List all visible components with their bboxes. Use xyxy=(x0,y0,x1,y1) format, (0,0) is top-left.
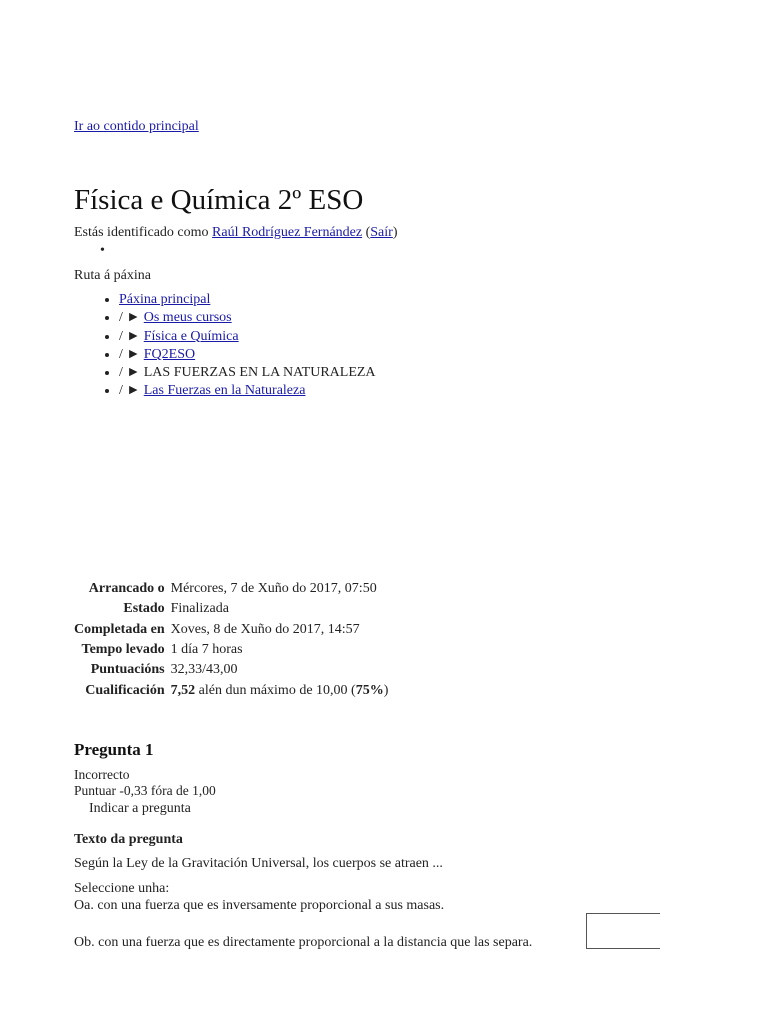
breadcrumb-link-quiz[interactable]: Las Fuerzas en la Naturaleza xyxy=(143,383,306,399)
answer-option-a[interactable] xyxy=(74,898,444,914)
question-info xyxy=(74,767,216,799)
question-text: Según la Ley de la Gravitación Universal, los cuerpos se atraen ... xyxy=(74,856,443,871)
summary-value xyxy=(169,680,389,700)
option-text: con una fuerza que es directamente proporcional a la distancia que las separa. xyxy=(94,935,533,950)
flag-question-toggle[interactable]: Indicar a pregunta xyxy=(89,801,191,816)
breadcrumb-item xyxy=(119,328,376,346)
summary-label: Tempo levado xyxy=(81,642,165,658)
summary-label: Estado xyxy=(123,601,165,617)
grade-close: ) xyxy=(383,682,389,698)
summary-row xyxy=(74,599,388,619)
summary-row xyxy=(74,620,388,640)
attempt-summary-table xyxy=(74,579,388,701)
option-letter: b. xyxy=(84,935,95,950)
summary-label: Cualificación xyxy=(85,682,165,698)
summary-label: Completada en xyxy=(74,621,165,637)
question-heading: Pregunta 1 xyxy=(74,740,154,759)
answer-option-b[interactable] xyxy=(74,935,532,951)
summary-value: Mércores, 7 de Xuño do 2017, 07:50 xyxy=(170,581,377,597)
summary-value: 1 día 7 horas xyxy=(170,642,243,658)
page-title: Física e Química 2º ESO xyxy=(74,184,364,216)
question-text-heading: Texto da pregunta xyxy=(74,832,183,847)
summary-row xyxy=(74,579,388,599)
breadcrumb-separator: / ► xyxy=(119,310,144,326)
option-text: con una fuerza que es inversamente proporcional a sus masas. xyxy=(93,898,445,913)
answer-prompt: Seleccione unha: xyxy=(74,881,170,896)
grade-value: 7,52 xyxy=(170,682,196,698)
breadcrumb-item xyxy=(119,291,376,309)
breadcrumb-link-my-courses[interactable]: Os meus cursos xyxy=(143,310,232,326)
option-letter: a. xyxy=(84,898,94,913)
breadcrumb-item xyxy=(119,382,376,400)
summary-value: Finalizada xyxy=(170,601,229,617)
breadcrumb-separator: / ► xyxy=(119,365,144,381)
breadcrumb-separator: / ► xyxy=(119,346,144,362)
bullet-marker: • xyxy=(100,243,105,258)
question-state: Incorrecto xyxy=(74,767,130,782)
logout-link[interactable]: Saír xyxy=(370,225,393,240)
summary-row xyxy=(74,640,388,660)
summary-value: Xoves, 8 de Xuño do 2017, 14:57 xyxy=(170,621,360,637)
breadcrumb xyxy=(74,291,376,401)
summary-row xyxy=(74,660,388,680)
user-profile-link[interactable]: Raúl Rodríguez Fernández xyxy=(212,225,363,240)
breadcrumb-item xyxy=(119,364,376,382)
breadcrumb-link-category[interactable]: Física e Química xyxy=(143,328,239,344)
grade-max-text: alén dun máximo de 10,00 ( xyxy=(195,682,356,698)
radio-button[interactable]: O xyxy=(74,898,85,913)
login-info: Estás identificado como Raúl Rodríguez Fernández (Saír) xyxy=(74,225,398,240)
breadcrumb-separator: / ► xyxy=(119,328,144,344)
radio-button[interactable]: O xyxy=(74,935,85,950)
grade-percent: 75% xyxy=(355,682,384,698)
summary-value: 32,33/43,00 xyxy=(170,662,238,678)
feedback-box xyxy=(586,913,660,949)
skip-to-content-link[interactable]: Ir ao contido principal xyxy=(74,119,199,134)
login-prefix: Estás identificado como xyxy=(74,225,213,240)
question-mark: Puntuar -0,33 fóra de 1,00 xyxy=(74,783,216,798)
breadcrumb-heading: Ruta á páxina xyxy=(74,268,151,283)
summary-row xyxy=(74,680,388,700)
breadcrumb-item xyxy=(119,346,376,364)
breadcrumb-item xyxy=(119,309,376,327)
breadcrumb-link-home[interactable]: Páxina principal xyxy=(119,292,211,307)
summary-label: Arrancado o xyxy=(88,581,165,597)
breadcrumb-separator: / ► xyxy=(119,383,144,399)
breadcrumb-link-course[interactable]: FQ2ESO xyxy=(143,346,196,362)
breadcrumb-section: LAS FUERZAS EN LA NATURALEZA xyxy=(143,365,376,381)
summary-label: Puntuacións xyxy=(90,662,165,678)
